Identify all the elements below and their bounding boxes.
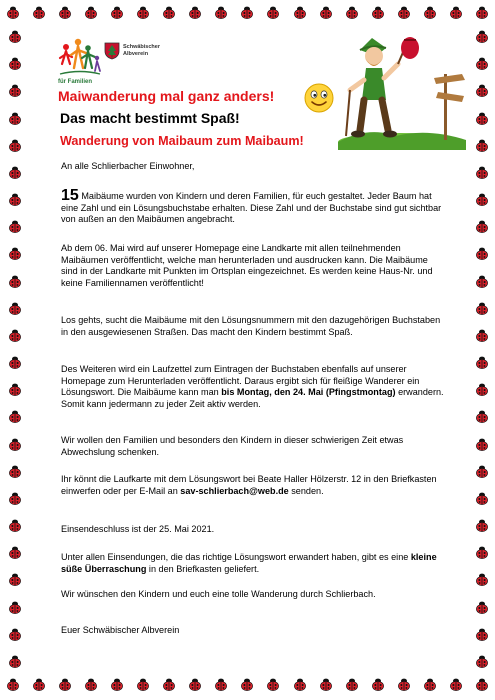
albverein-name-line1: Schwäbischer [123, 44, 160, 50]
ladybug-icon [449, 6, 463, 19]
paragraph-prize [61, 552, 447, 575]
ladybug-icon [266, 678, 280, 691]
ladybug-icon [475, 573, 489, 586]
ladybug-icon [8, 356, 22, 369]
prize-bold: kleine süße Überraschung [61, 552, 437, 574]
ladybug-border-top [6, 6, 489, 20]
paragraph-submit [61, 474, 447, 497]
ladybug-icon [475, 57, 489, 70]
ladybug-icon [136, 6, 150, 19]
submit-text-before: Ihr könnt die Laufkarte mit dem Lösungswort bei Beate Haller Hölzerstr. 12 in den Briefkasten einwerfen oder per E-Mail an [61, 474, 437, 496]
ladybug-icon [475, 275, 489, 288]
ladybug-icon [8, 57, 22, 70]
ladybug-icon [32, 678, 46, 691]
deadline: Einsendeschluss ist der 25. Mai 2021. [61, 524, 215, 534]
ladybug-icon [423, 678, 437, 691]
ladybug-icon [293, 678, 307, 691]
ladybug-icon [475, 410, 489, 423]
albverein-logo-icon [104, 42, 120, 60]
prize-text-after: in den Briefkasten geliefert. [146, 563, 260, 574]
ladybug-icon [475, 655, 489, 668]
ladybug-icon [475, 678, 489, 691]
ladybug-icon [475, 438, 489, 451]
ladybug-icon [475, 193, 489, 206]
paragraph-map: Ab dem 06. Mai wird auf unserer Homepage eine Landkarte mit allen teilnehmenden Maibäumen veröffentlicht, welche man herunterladen und ausdrucken kann. Die Maibäume sind in der Landkarte mit Punkten im Ortsplan eingezeichnet. Es werden keine Haus-Nr. und keine Familiennamen veröffentlicht! [61, 243, 433, 288]
submit-text-after: senden. [288, 485, 324, 496]
paragraph-intro [61, 187, 447, 226]
ladybug-icon [8, 628, 22, 641]
hiker-illustration-icon [338, 30, 466, 150]
ladybug-icon [371, 678, 385, 691]
ladybug-icon [8, 492, 22, 505]
ladybug-icon [266, 6, 280, 19]
ladybug-icon [84, 6, 98, 19]
paragraph-families: Wir wollen den Familien und besonders den Kindern in dieser schwierigen Zeit etwas Abwechslung schenken. [61, 435, 404, 457]
family-logo-caption: für Familien [58, 79, 93, 85]
prize-text-before: Unter allen Einsendungen, die das richtige Lösungswort erwandert haben, gibt es eine [61, 552, 411, 562]
ladybug-icon [8, 112, 22, 125]
paragraph-sheet [61, 364, 447, 410]
ladybug-icon [423, 6, 437, 19]
ladybug-icon [8, 573, 22, 586]
ladybug-icon [293, 6, 307, 19]
ladybug-icon [8, 139, 22, 152]
ladybug-icon [319, 6, 333, 19]
ladybug-icon [475, 546, 489, 559]
ladybug-icon [345, 6, 359, 19]
ladybug-icon [188, 6, 202, 19]
ladybug-icon [84, 678, 98, 691]
ladybug-icon [475, 6, 489, 19]
ladybug-icon [475, 112, 489, 125]
ladybug-icon [475, 166, 489, 179]
ladybug-icon [8, 601, 22, 614]
family-logo-icon [58, 38, 102, 80]
headline: Maiwanderung mal ganz anders! [58, 88, 275, 104]
ladybug-border-bottom [6, 678, 489, 692]
ladybug-icon [475, 30, 489, 43]
ladybug-icon [214, 678, 228, 691]
ladybug-icon [475, 220, 489, 233]
ladybug-icon [8, 655, 22, 668]
ladybug-icon [8, 84, 22, 97]
ladybug-icon [475, 601, 489, 614]
signature: Euer Schwäbischer Albverein [61, 625, 180, 635]
ladybug-icon [136, 678, 150, 691]
wishes: Wir wünschen den Kindern und euch eine tolle Wanderung durch Schlierbach. [61, 589, 376, 599]
ladybug-icon [58, 6, 72, 19]
ladybug-icon [475, 465, 489, 478]
ladybug-icon [8, 247, 22, 260]
ladybug-icon [475, 84, 489, 97]
ladybug-icon [8, 30, 22, 43]
ladybug-icon [345, 678, 359, 691]
ladybug-icon [8, 275, 22, 288]
ladybug-icon [475, 383, 489, 396]
paragraph-search: Los gehts, sucht die Maibäume mit den Lösungsnummern mit den dazugehörigen Buchstaben in den ausgewiesenen Straßen. Das macht den Kindern bestimmt Spaß. [61, 315, 441, 337]
intro-text: Maibäume wurden von Kindern und deren Familien, für euch gestaltet. Jeder Baum hat eine Zahl und ein Lösungsbuchstabe erhalten. Diese Zahl und der Buchstabe sind gut sichtbar von außen an den Maibäumen angebracht. [61, 191, 442, 225]
ladybug-icon [8, 329, 22, 342]
smiley-icon [303, 82, 335, 114]
sheet-deadline-bold: bis Montag, den 24. Mai (Pfingstmontag) [221, 387, 396, 398]
ladybug-icon [8, 438, 22, 451]
ladybug-icon [110, 6, 124, 19]
ladybug-icon [397, 678, 411, 691]
ladybug-icon [162, 6, 176, 19]
ladybug-icon [32, 6, 46, 19]
ladybug-icon [319, 678, 333, 691]
ladybug-icon [475, 628, 489, 641]
albverein-logo-text [123, 44, 160, 57]
ladybug-icon [397, 6, 411, 19]
ladybug-icon [475, 247, 489, 260]
tagline: Wanderung von Maibaum zum Maibaum! [60, 134, 304, 148]
ladybug-icon [6, 6, 20, 19]
ladybug-icon [240, 6, 254, 19]
ladybug-icon [8, 465, 22, 478]
ladybug-icon [475, 329, 489, 342]
ladybug-icon [6, 678, 20, 691]
ladybug-icon [475, 139, 489, 152]
ladybug-icon [475, 302, 489, 315]
ladybug-icon [162, 678, 176, 691]
ladybug-icon [8, 383, 22, 396]
ladybug-icon [8, 193, 22, 206]
ladybug-icon [475, 492, 489, 505]
ladybug-border-left [8, 30, 22, 668]
ladybug-icon [214, 6, 228, 19]
ladybug-icon [475, 519, 489, 532]
ladybug-icon [371, 6, 385, 19]
ladybug-border-right [475, 30, 489, 668]
sheet-text-after: erwandern. Somit kann jedermann zu jeder Zeit aktiv werden. [61, 387, 444, 409]
submit-email: sav-schlierbach@web.de [180, 485, 289, 496]
ladybug-icon [8, 546, 22, 559]
ladybug-icon [188, 678, 202, 691]
ladybug-icon [8, 166, 22, 179]
ladybug-icon [475, 356, 489, 369]
ladybug-icon [110, 678, 124, 691]
ladybug-icon [8, 302, 22, 315]
ladybug-icon [8, 519, 22, 532]
ladybug-icon [8, 410, 22, 423]
albverein-name-line2: Albverein [123, 50, 149, 57]
subheadline: Das macht bestimmt Spaß! [60, 110, 240, 126]
greeting: An alle Schlierbacher Einwohner, [61, 161, 195, 171]
ladybug-icon [58, 678, 72, 691]
sheet-text-before: Des Weiteren wird ein Laufzettel zum Eintragen der Buchstaben ebenfalls auf unserer Homepage zum Herunterladen veröffentlicht. Daraus ergibt sich für fleißige Wanderer ein Lösungswort. Die Maibäume kann man [61, 364, 420, 398]
ladybug-icon [449, 678, 463, 691]
ladybug-icon [240, 678, 254, 691]
tree-count: 15 [61, 187, 79, 204]
ladybug-icon [8, 220, 22, 233]
